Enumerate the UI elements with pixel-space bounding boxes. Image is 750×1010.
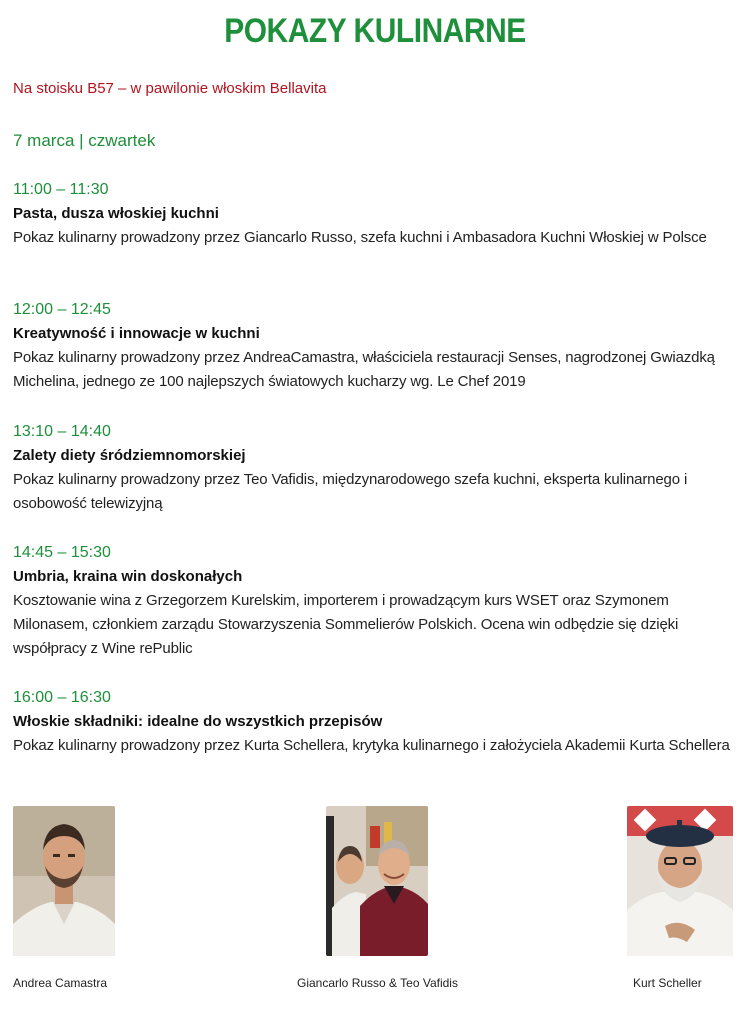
- photo-caption: Giancarlo Russo & Teo Vafidis: [297, 976, 458, 990]
- schedule-item: [13, 688, 741, 758]
- two-chefs-image: [326, 806, 428, 956]
- event-time: 11:00 – 11:30: [13, 181, 109, 198]
- schedule-item: [13, 543, 741, 661]
- event-time: 12:00 – 12:45: [13, 301, 111, 318]
- event-date: 7 marca | czwartek: [13, 131, 156, 150]
- chef-beret-image: [627, 806, 733, 956]
- chef-portrait-image: [13, 806, 115, 956]
- schedule-item: [13, 180, 741, 250]
- event-time: 14:45 – 15:30: [13, 544, 111, 561]
- event-title: Kreatywność i innowacje w kuchni: [13, 325, 260, 342]
- photo-andrea-camastra: [13, 806, 115, 956]
- event-time: 13:10 – 14:40: [13, 423, 111, 440]
- photo-caption: Kurt Scheller: [633, 976, 702, 990]
- photo-kurt-scheller: [627, 806, 733, 956]
- schedule-item: [13, 422, 741, 516]
- event-description: Pokaz kulinarny prowadzony przez Kurta Schellera, krytyka kulinarnego i założyciela Akademii Kurta Schellera: [13, 737, 730, 754]
- event-description: Pokaz kulinarny prowadzony przez Giancarlo Russo, szefa kuchni i Ambasadora Kuchni Włoskiej w Polsce: [13, 229, 707, 246]
- photo-caption: Andrea Camastra: [13, 976, 108, 990]
- page-title: POKAZY KULINARNE: [224, 12, 526, 50]
- venue-subtitle: Na stoisku B57 – w pawilonie włoskim Bellavita: [13, 80, 327, 97]
- photo-giancarlo-russo-teo-vafidis: [326, 806, 428, 956]
- event-time: 16:00 – 16:30: [13, 689, 111, 706]
- schedule-item: [13, 300, 741, 394]
- event-title: Umbria, kraina win doskonałych: [13, 568, 243, 585]
- event-title: Włoskie składniki: idealne do wszystkich przepisów: [13, 713, 383, 730]
- event-description: Kosztowanie wina z Grzegorzem Kurelskim, importerem i prowadzącym kurs WSET oraz Szymonem Milonasem, członkiem zarządu Stowarzyszenia Sommelierów Polskich. Ocena win odbędzie się dzięki współpracy z Wine rePublic: [13, 592, 679, 657]
- event-description: Pokaz kulinarny prowadzony przez AndreaCamastra, właściciela restauracji Senses, nagrodzonej Gwiazdką Michelina, jednego ze 100 najlepszych światowych kucharzy wg. Le Chef 2019: [13, 349, 715, 390]
- event-title: Pasta, dusza włoskiej kuchni: [13, 205, 219, 222]
- event-title: Zalety diety śródziemnomorskiej: [13, 447, 246, 464]
- event-description: Pokaz kulinarny prowadzony przez Teo Vafidis, międzynarodowego szefa kuchni, eksperta kulinarnego i osobowość telewizyjną: [13, 471, 688, 512]
